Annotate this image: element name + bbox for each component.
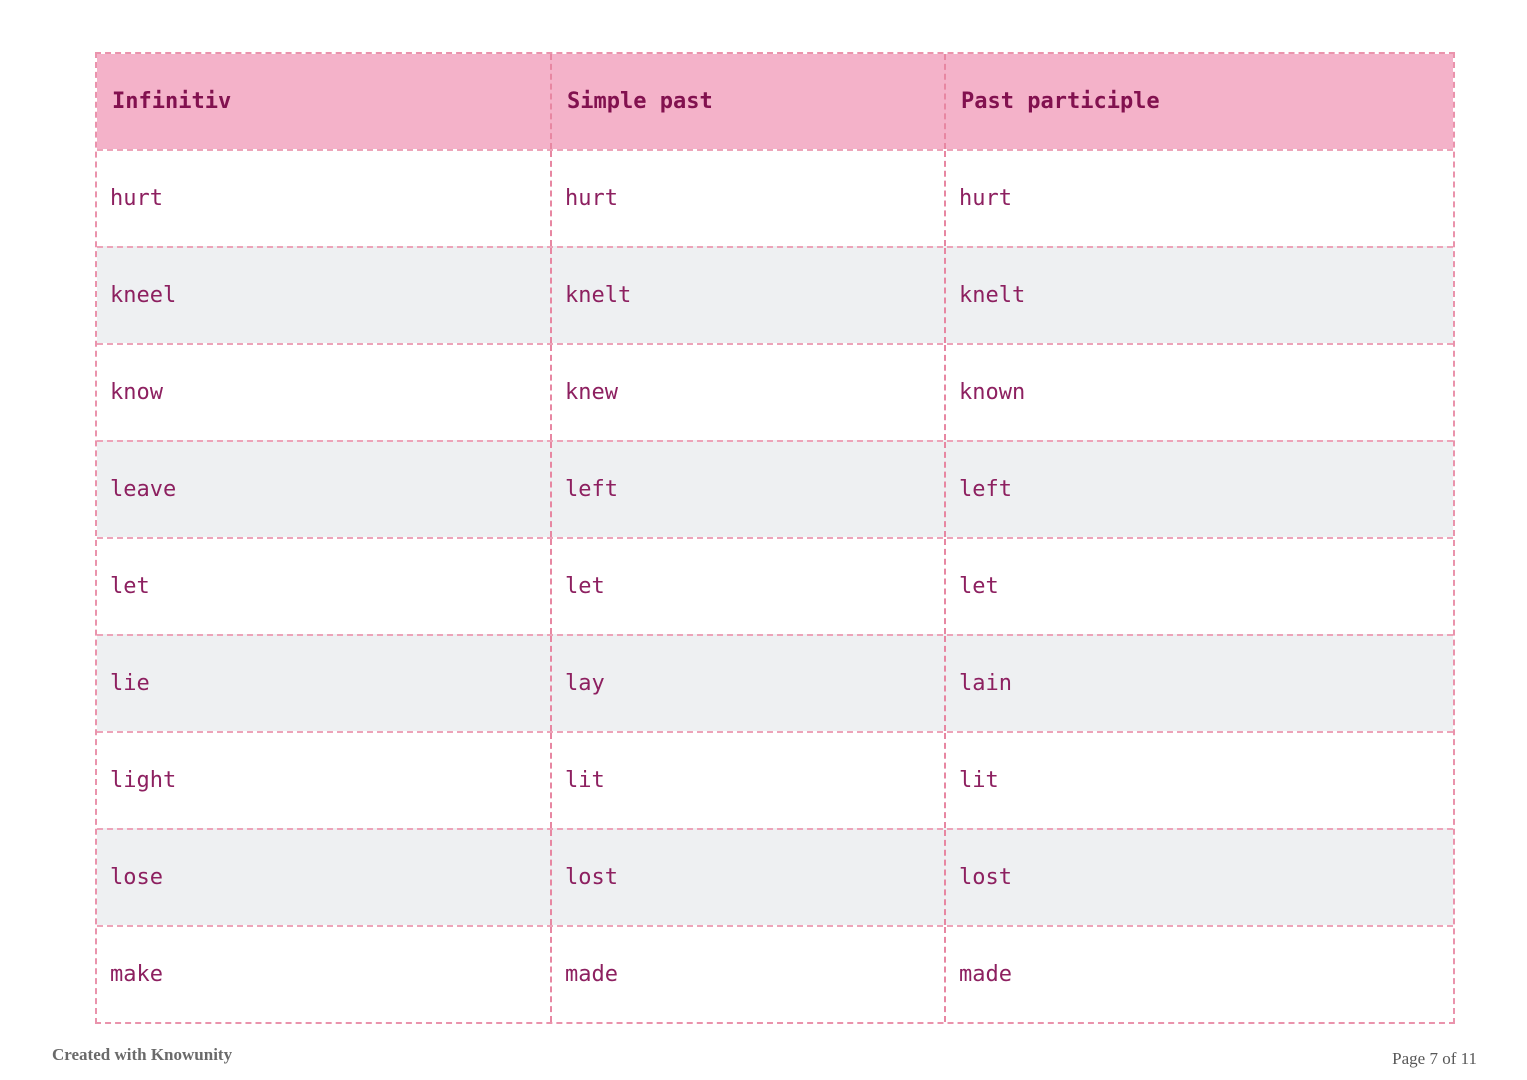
table-row xyxy=(97,149,1453,246)
cell-past-participle: let xyxy=(944,539,1453,634)
cell-simple-past: lay xyxy=(550,636,944,731)
table-row xyxy=(97,440,1453,537)
cell-infinitive: know xyxy=(110,380,163,405)
cell-infinitive: kneel xyxy=(110,283,177,308)
cell-simple-past: knew xyxy=(550,345,944,440)
cell-past-participle: made xyxy=(944,927,1453,1022)
cell-past-participle: lain xyxy=(944,636,1453,731)
table-row xyxy=(97,343,1453,440)
table-row xyxy=(97,634,1453,731)
cell-simple-past: let xyxy=(550,539,944,634)
cell-simple-past: lit xyxy=(550,733,944,828)
table-header-row xyxy=(97,54,1453,149)
header-cell-simple-past: Simple past xyxy=(550,54,944,149)
cell-past-participle: knelt xyxy=(944,248,1453,343)
created-with-credit: Created with Knowunity xyxy=(52,1045,233,1064)
table-row xyxy=(97,925,1453,1022)
cell-infinitive: leave xyxy=(110,477,177,502)
cell-past-participle: hurt xyxy=(944,151,1453,246)
cell-infinitive: hurt xyxy=(110,186,163,211)
cell-simple-past: left xyxy=(550,442,944,537)
cell-infinitive: light xyxy=(110,768,177,793)
table-row xyxy=(97,828,1453,925)
irregular-verbs-table xyxy=(95,52,1455,1024)
header-cell-past-participle: Past participle xyxy=(944,54,1453,149)
table-row xyxy=(97,246,1453,343)
cell-simple-past: hurt xyxy=(550,151,944,246)
cell-simple-past: made xyxy=(550,927,944,1022)
cell-past-participle: lost xyxy=(944,830,1453,925)
cell-infinitive: let xyxy=(110,574,150,599)
cell-infinitive: lose xyxy=(110,865,163,890)
cell-infinitive: lie xyxy=(110,671,150,696)
cell-past-participle: left xyxy=(944,442,1453,537)
header-cell-infinitiv: Infinitiv xyxy=(112,89,232,114)
cell-past-participle: lit xyxy=(944,733,1453,828)
cell-infinitive: make xyxy=(110,962,163,987)
cell-past-participle: known xyxy=(944,345,1453,440)
cell-simple-past: lost xyxy=(550,830,944,925)
cell-simple-past: knelt xyxy=(550,248,944,343)
table-row xyxy=(97,537,1453,634)
page-number: Page 7 of 11 xyxy=(1392,1049,1477,1068)
table-row xyxy=(97,731,1453,828)
